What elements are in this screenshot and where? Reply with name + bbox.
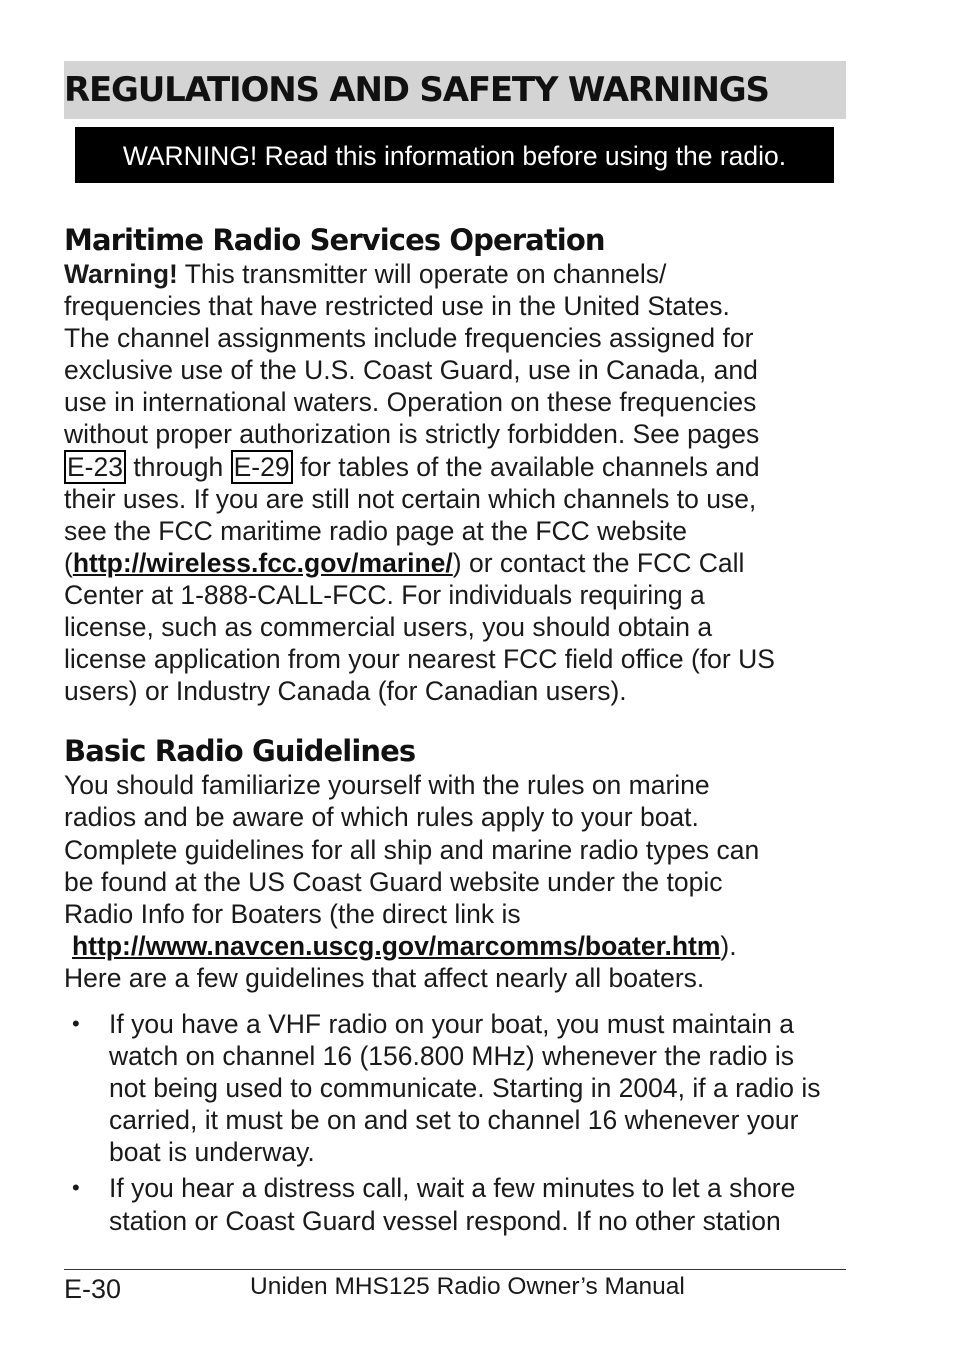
- maritime-line-4: exclusive use of the U.S. Coast Guard, use in Canada, and: [64, 355, 758, 386]
- manual-title: Uniden MHS125 Radio Owner’s Manual: [250, 1273, 685, 1300]
- maritime-line-7: [64, 451, 846, 483]
- bullet-2-line-2: station or Coast Guard vessel respond. If no other station: [109, 1205, 781, 1236]
- maritime-paragraph: [64, 258, 846, 707]
- uscg-boater-link[interactable]: http://www.navcen.uscg.gov/marcomms/boater.htm: [72, 930, 721, 961]
- page-title: REGULATIONS AND SAFETY WARNINGS: [64, 70, 769, 110]
- page-ref-e23[interactable]: E-23: [64, 450, 126, 484]
- basic-paragraph: [64, 769, 846, 994]
- page-footer: [64, 1269, 846, 1310]
- fcc-marine-link[interactable]: http://wireless.fcc.gov/marine/: [72, 547, 453, 578]
- maritime-line-8: their uses. If you are still not certain which channels to use,: [64, 483, 757, 514]
- maritime-line-7-tail: for tables of the available channels and: [292, 451, 760, 482]
- basic-line-4: be found at the US Coast Guard website under the topic: [64, 866, 723, 897]
- maritime-line-2: frequencies that have restricted use in the United States.: [64, 291, 730, 322]
- basic-guidelines-heading: Basic Radio Guidelines: [64, 734, 416, 769]
- basic-line-6: [64, 930, 846, 962]
- bullet-1-line-5: boat is underway.: [109, 1137, 315, 1168]
- bullet-dot: •: [72, 1175, 80, 1201]
- open-paren: (: [64, 547, 73, 578]
- bullet-1-line-3: not being used to communicate. Starting in 2004, if a radio is: [109, 1073, 821, 1104]
- bullet-1-line-2: watch on channel 16 (156.800 MHz) whenever the radio is: [109, 1041, 794, 1072]
- guidelines-list: [64, 1008, 846, 1237]
- basic-line-5: Radio Info for Boaters (the direct link is: [64, 898, 521, 929]
- basic-line-6-tail: ).: [720, 930, 737, 961]
- maritime-line-3: The channel assignments include frequencies assigned for: [64, 323, 754, 354]
- bullet-dot: •: [72, 1010, 80, 1036]
- maritime-line-5: use in international waters. Operation on these frequencies: [64, 387, 757, 418]
- maritime-line-10: [64, 547, 846, 579]
- basic-line-2: radios and be aware of which rules apply to your boat.: [64, 802, 699, 833]
- basic-line-1: You should familiarize yourself with the rules on marine: [64, 770, 710, 801]
- maritime-line-1: [64, 258, 846, 290]
- maritime-line-6: without proper authorization is strictly forbidden. See pages: [64, 419, 760, 450]
- warning-banner: WARNING! Read this information before using the radio.: [75, 127, 834, 183]
- maritime-line-11: Center at 1-888-CALL-FCC. For individuals requiring a: [64, 579, 705, 610]
- page-number: E-30: [64, 1274, 122, 1304]
- maritime-heading: Maritime Radio Services Operation: [64, 223, 605, 257]
- maritime-line-9: see the FCC maritime radio page at the FCC website: [64, 515, 688, 546]
- maritime-line-10-tail: ) or contact the FCC Call: [452, 547, 745, 578]
- list-item: [64, 1008, 846, 1168]
- basic-line-7: Here are a few guidelines that affect nearly all boaters.: [64, 962, 705, 993]
- list-item: [64, 1172, 846, 1236]
- maritime-line-14: users) or Industry Canada (for Canadian users).: [64, 676, 627, 707]
- maritime-line-13: license application from your nearest FCC field office (for US: [64, 644, 775, 675]
- maritime-line-12: license, such as commercial users, you should obtain a: [64, 612, 713, 643]
- through-text: through: [125, 451, 231, 482]
- bullet-1-line-1: If you have a VHF radio on your boat, you must maintain a: [109, 1008, 794, 1039]
- basic-line-3: Complete guidelines for all ship and marine radio types can: [64, 834, 760, 865]
- manual-page: [64, 61, 846, 1241]
- warning-label: Warning!: [64, 259, 178, 289]
- page-ref-e29[interactable]: E-29: [231, 450, 293, 484]
- bullet-1-line-4: carried, it must be on and set to channel 16 whenever your: [109, 1105, 799, 1136]
- maritime-text: This transmitter will operate on channels/: [177, 259, 667, 289]
- bullet-2-line-1: If you hear a distress call, wait a few minutes to let a shore: [109, 1173, 796, 1204]
- section-title-bar: [64, 61, 846, 119]
